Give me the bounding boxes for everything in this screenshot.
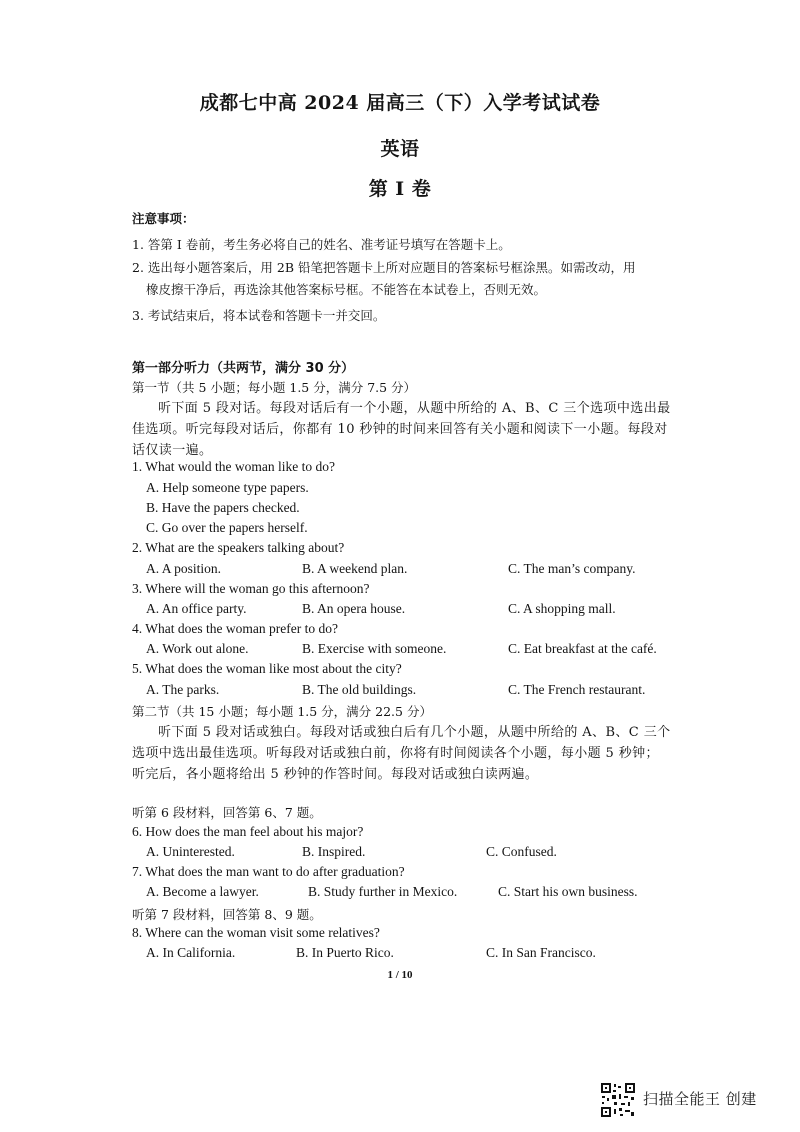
notice-item-2-cont: 橡皮擦干净后，再选涂其他答案标号框。不能答在本试卷上，否则无效。 bbox=[146, 282, 547, 297]
part1-title: 第一部分听力（共两节，满分 30 分） bbox=[132, 361, 355, 376]
question-2-options bbox=[146, 561, 666, 579]
question-7-options bbox=[146, 884, 666, 902]
question-5-option-b: B. The old buildings. bbox=[302, 682, 417, 697]
question-3-options bbox=[146, 601, 666, 619]
question-1-option-a: A. Help someone type papers. bbox=[146, 480, 309, 495]
question-5-options bbox=[146, 682, 666, 700]
question-6-options bbox=[146, 844, 666, 862]
question-2-option-c: C. The man’s company. bbox=[508, 561, 636, 576]
material-7-heading: 听第 7 段材料，回答第 8、9 题。 bbox=[132, 907, 322, 922]
page-number: 1 / 10 bbox=[387, 969, 413, 981]
question-5-stem: 5. What does the woman like most about the city? bbox=[132, 661, 402, 676]
question-3-option-a: A. An office party. bbox=[146, 601, 247, 616]
notice-item-1: 1. 答第 I 卷前，考生务必将自己的姓名、准考证号填写在答题卡上。 bbox=[132, 237, 511, 252]
question-8-stem: 8. Where can the woman visit some relatives? bbox=[132, 925, 380, 940]
subject-title: 英语 bbox=[380, 138, 420, 160]
question-5-option-a: A. The parks. bbox=[146, 682, 220, 697]
question-3-stem: 3. Where will the woman go this afternoon? bbox=[132, 581, 370, 596]
question-1-option-b: B. Have the papers checked. bbox=[146, 500, 300, 515]
notice-item-3: 3. 考试结束后，将本试卷和答题卡一并交回。 bbox=[132, 308, 386, 323]
scanner-watermark: 扫描全能王 创建 bbox=[643, 1090, 757, 1108]
section2-title: 第二节（共 15 小题；每小题 1.5 分，满分 22.5 分） bbox=[132, 704, 432, 719]
question-1-stem: 1. What would the woman like to do? bbox=[132, 459, 335, 474]
material-6-heading: 听第 6 段材料，回答第 6、7 题。 bbox=[132, 805, 322, 820]
exam-title: 成都七中高 2024 届高三（下）入学考试试卷 bbox=[199, 92, 601, 114]
question-4-stem: 4. What does the woman prefer to do? bbox=[132, 621, 338, 636]
question-6-option-b: B. Inspired. bbox=[302, 844, 366, 859]
question-7-option-c: C. Start his own business. bbox=[498, 884, 638, 899]
question-8-option-c: C. In San Francisco. bbox=[486, 945, 596, 960]
section1-title: 第一节（共 5 小题；每小题 1.5 分，满分 7.5 分） bbox=[132, 380, 417, 395]
question-3-option-b: B. An opera house. bbox=[302, 601, 406, 616]
question-6-option-c: C. Confused. bbox=[486, 844, 557, 859]
question-3-option-c: C. A shopping mall. bbox=[508, 601, 616, 616]
volume-title: 第 I 卷 bbox=[368, 178, 432, 200]
question-6-option-a: A. Uninterested. bbox=[146, 844, 235, 859]
question-1-option-c: C. Go over the papers herself. bbox=[146, 520, 308, 535]
question-4-options bbox=[146, 641, 666, 659]
question-8-options bbox=[146, 945, 666, 963]
notice-item-2: 2. 选出每小题答案后，用 2B 铅笔把答题卡上所对应题目的答案标号框涂黑。如需改动，用 bbox=[132, 260, 636, 275]
question-7-option-a: A. Become a lawyer. bbox=[146, 884, 259, 899]
qr-code-icon bbox=[600, 1082, 636, 1118]
question-4-option-c: C. Eat breakfast at the café. bbox=[508, 641, 657, 656]
notice-heading: 注意事项： bbox=[132, 211, 195, 226]
question-7-stem: 7. What does the man want to do after graduation? bbox=[132, 864, 405, 879]
question-8-option-a: A. In California. bbox=[146, 945, 236, 960]
question-7-option-b: B. Study further in Mexico. bbox=[308, 884, 458, 899]
question-2-option-a: A. A position. bbox=[146, 561, 222, 576]
question-4-option-b: B. Exercise with someone. bbox=[302, 641, 447, 656]
section1-instructions: 听下面 5 段对话。每段对话后有一个小题，从题中所给的 A、B、C 三个选项中选出最佳选项。听完每段对话后，你都有 10 秒钟的时间来回答有关小题和阅读下一小题。每段对话仅读一遍。 bbox=[132, 401, 671, 458]
question-5-option-c: C. The French restaurant. bbox=[508, 682, 646, 697]
question-2-option-b: B. A weekend plan. bbox=[302, 561, 408, 576]
question-6-stem: 6. How does the man feel about his major? bbox=[132, 824, 364, 839]
question-2-stem: 2. What are the speakers talking about? bbox=[132, 540, 345, 555]
section2-instructions: 听下面 5 段对话或独白。每段对话或独白后有几个小题，从题中所给的 A、B、C 三个选项中选出最佳选项。听每段对话或独白前，你将有时间阅读各个小题，每小题 5 秒钟；听完后，各小题将给出 5 秒钟的作答时间。每段对话或独白读两遍。 bbox=[132, 725, 671, 782]
question-4-option-a: A. Work out alone. bbox=[146, 641, 249, 656]
question-8-option-b: B. In Puerto Rico. bbox=[296, 945, 394, 960]
